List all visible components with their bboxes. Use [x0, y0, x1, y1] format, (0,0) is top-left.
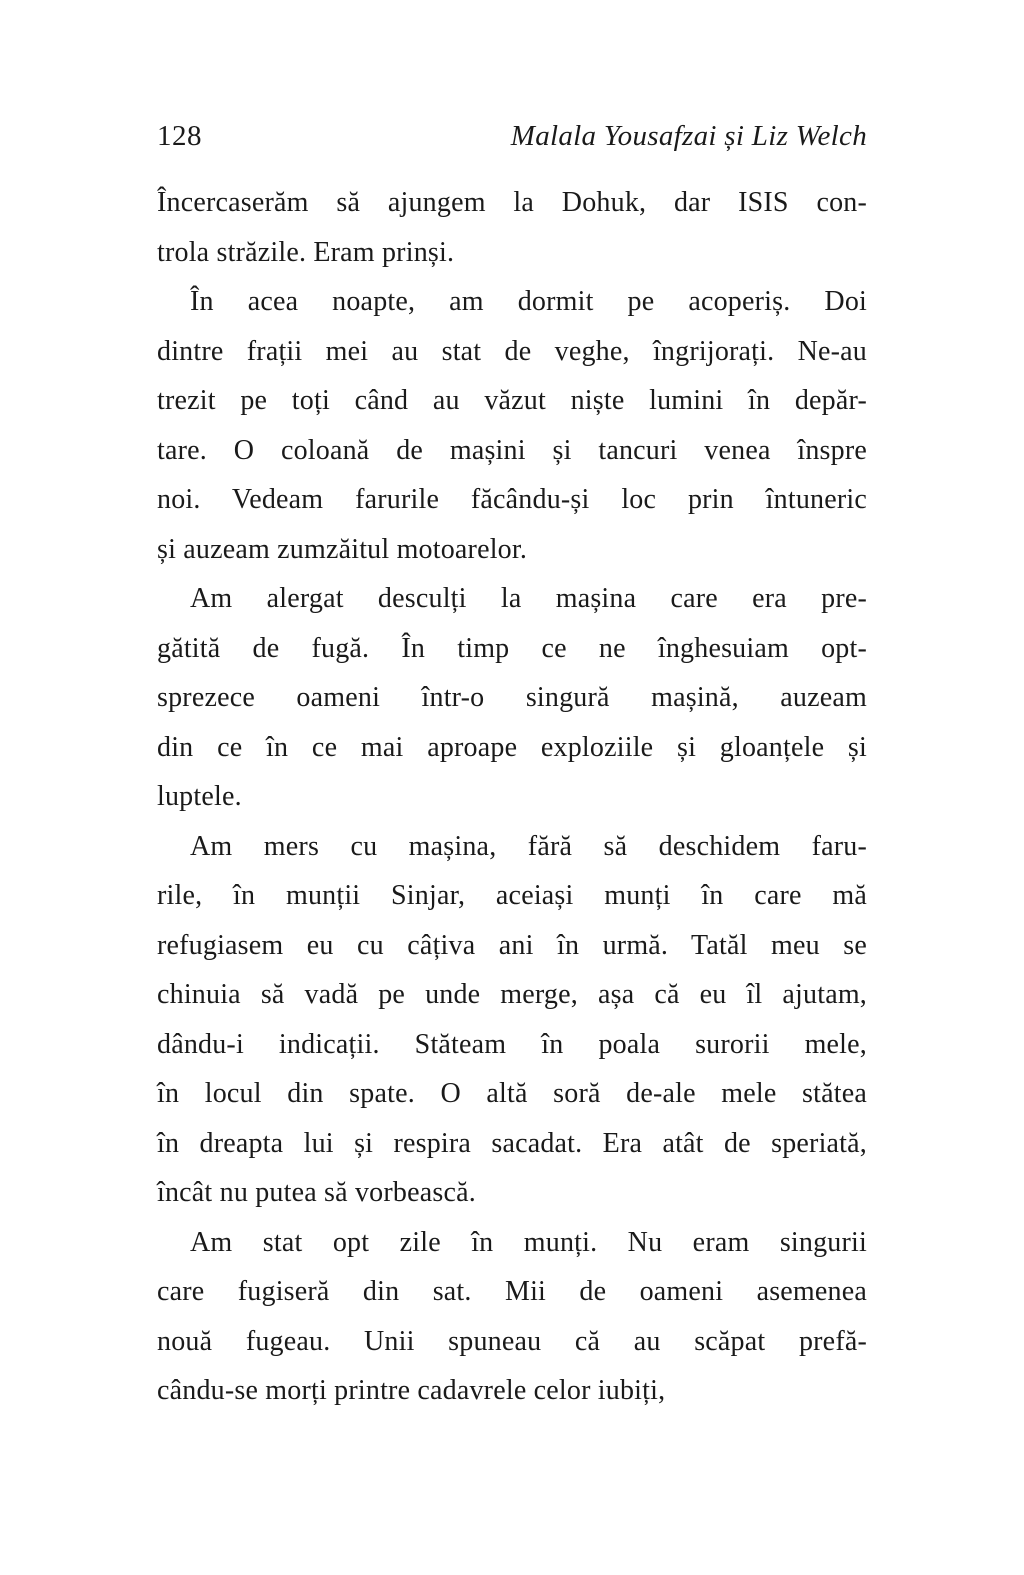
text-line: noi. Vedeam farurile făcându-și loc prin întuneric: [157, 484, 867, 515]
text-line: sprezece oameni într-o singură mașină, auzeam: [157, 682, 867, 713]
text-line: cându-se morți printre cadavrele celor iubiți,: [157, 1375, 666, 1406]
paragraph: [157, 277, 867, 574]
text-line: gătită de fugă. În timp ce ne înghesuiam opt-: [157, 632, 867, 664]
text-line: dintre frații mei au stat de veghe, îngrijorați. Ne-au: [157, 335, 867, 367]
text-line: refugiasem eu cu câțiva ani în urmă. Tatăl meu se: [157, 929, 867, 961]
text-line: rile, în munții Sinjar, aceiași munți în care mă: [157, 880, 867, 911]
text-line: tare. O coloană de mașini și tancuri venea înspre: [157, 434, 867, 466]
text-line: în dreapta lui și respira sacadat. Era atât de speriată,: [157, 1127, 867, 1159]
body-text: [157, 178, 867, 1416]
text-line: și auzeam zumzăitul motoarelor.: [157, 533, 528, 565]
text-line: din ce în ce mai aproape exploziile și gloanțele și: [157, 731, 867, 763]
text-line: Am alergat desculți la mașina care era pre-: [190, 583, 867, 614]
text-line: În acea noapte, am dormit pe acoperiș. Doi: [190, 286, 867, 317]
text-line: trezit pe toți când au văzut niște lumini în depăr-: [157, 385, 867, 416]
page-number: 128: [157, 120, 202, 152]
text-line: încât nu putea să vorbească.: [157, 1177, 476, 1208]
paragraph: [157, 178, 867, 277]
paragraph: [157, 822, 867, 1218]
text-line: trola străzile. Eram prinși.: [157, 236, 455, 268]
text-line: Încercaserăm să ajungem la Dohuk, dar ISIS con-: [157, 187, 867, 218]
running-title: Malala Yousafzai și Liz Welch: [510, 120, 867, 152]
text-line: Am mers cu mașina, fără să deschidem faru-: [190, 830, 867, 862]
running-header: [157, 118, 867, 154]
text-line: în locul din spate. O altă soră de-ale mele stătea: [157, 1078, 867, 1109]
text-line: luptele.: [157, 781, 242, 812]
text-line: dându-i indicații. Stăteam în poala surorii mele,: [157, 1028, 867, 1060]
text-line: nouă fugeau. Unii spuneau că au scăpat prefă-: [157, 1325, 867, 1357]
text-line: chinuia să vadă pe unde merge, așa că eu îl ajutam,: [157, 979, 867, 1010]
text-line: Am stat opt zile în munți. Nu eram singurii: [190, 1226, 867, 1258]
paragraph: [157, 1218, 867, 1416]
text-line: care fugiseră din sat. Mii de oameni asemenea: [157, 1276, 867, 1307]
paragraph: [157, 574, 867, 822]
